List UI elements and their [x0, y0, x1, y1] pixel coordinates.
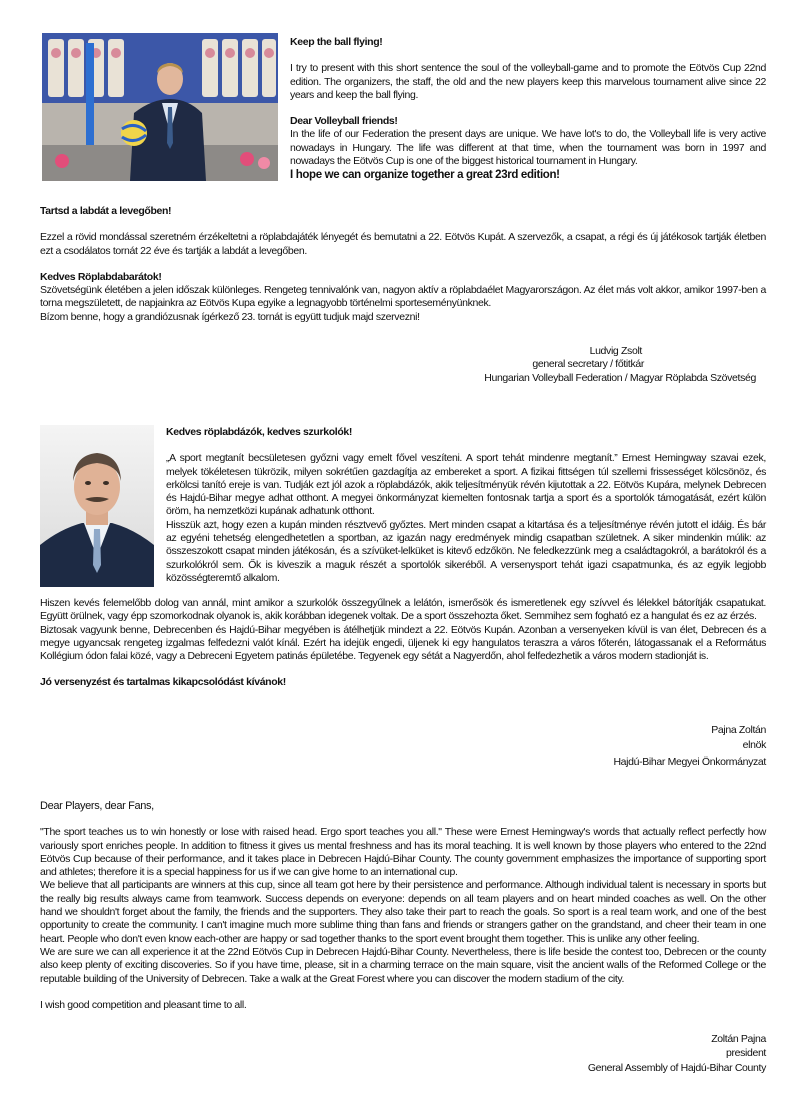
sec2-signature-org: Hajdú-Bihar Megyei Önkormányzat [613, 755, 766, 768]
sec1-en-paragraph-2: In the life of our Federation the present days are unique. We have lot's to do, the Volleyball life is very active nowadays in Hungary. The life was different at that time, when the tournament was born in 1997 and nowadays the Eötvös Cup is one of the biggest historical tournament in Hungary. [290, 128, 766, 168]
sec2-signature-title: elnök [742, 739, 766, 752]
sec1-hu-heading: Tartsd a labdát a levegőben! [40, 205, 172, 217]
sec1-en-closing: I hope we can organize together a great 23rd edition! [290, 169, 560, 182]
sec1-signature-name: Ludvig Zsolt [589, 345, 642, 357]
photo-pajna-zoltan-image [40, 425, 154, 587]
sec3-paragraph-1: "The sport teaches us to win honestly or lose with raised head. Ergo sport teaches you all." These were Ernest Hemingway's words that actually reflect perfectly how variously sport enriches people. In addition to fitness it gives us mental freshness and has its moral teaching. It is well known by those players who entered to the 22nd Eötvös Cup because of their performance, and it takes place in Debrecen Hajdú-Bihar County. The county government emphasizes the importance of supporting sport and athletes; therefore it is a special happiness for us if we can give home to an international cup. [40, 826, 766, 879]
sec3-signature [466, 1033, 766, 1075]
sec3-paragraph-2: We believe that all participants are winners at this cup, since all team got here by their persistence and performance. Although individual talent is necessary in sports but the really big results always came from teamwork. Success depends on everyone: depends on all team players and on heart minded coaches as well. On the other hand we shouldn't forget about the family, the friends and the supporters. They also take their part to reach the goals. So sport is a real team work, and one of the best opportunity to create the community. I can't imagine much more sublime thing than fans and friends or strangers gather on the grandstand, and cheer their team in one heart. People who don't even know each-other are happy or sad together thanks to the sport event brought them together. This is unlike any other feeling. [40, 879, 766, 945]
sec2-full-width-block [40, 597, 766, 690]
sec1-hu-greeting: Kedves Röplabdabarátok! [40, 270, 162, 283]
sec2-paragraph-2a: Hisszük azt, hogy ezen a kupán minden résztvevő győztes. Mert minden csapat a kitartása és a teljesítménye révén jutott el idáig. És bár az egyéni tehetség elengedhetetlen a sportban, az igazán nagy eredmények mindig csapatban születnek. A siker mindenkin múlik: az összeszokott csapat minden játékosán, és a szívüket-lelküket is kitevő edzőkön. Ne feledkezzünk meg a családtagokról, a barátokról és a szurkolókról sem. Ők is kiveszik a maguk részét a sportolók sikeréből. A versenysport tehát igazi csapatmunka, és az egyik legjobb közösségteremtő alkalom. [166, 518, 766, 584]
sec1-hu-paragraph-2: Szövetségünk életében a jelen időszak különleges. Rengeteg tennivalónk van, nagyon aktív a röplabdaélet Magyarországon. Az élet más volt akkor, amikor 1997-ben a torna megszületett, de napjainkra az Eötvös Kupa egyike a legnagyobb történelmi sporteseményünknek. [40, 284, 766, 310]
sec3-closing: I wish good competition and pleasant time to all. [40, 998, 247, 1011]
sec3-greeting: Dear Players, dear Fans, [40, 800, 154, 812]
sec1-en-greeting: Dear Volleyball friends! [290, 115, 398, 128]
sec2-closing: Jó versenyzést és tartalmas kikapcsolódást kívánok! [40, 676, 286, 689]
sec2-signature-name: Pajna Zoltán [711, 724, 766, 736]
sec1-hu-closing: Bízom benne, hogy a grandiózusnak ígérkező 23. tornát is együtt tudjuk majd szervezni! [40, 310, 420, 323]
sec1-signature-title: general secretary / főtitkár [532, 358, 644, 371]
sec3-signature-name: Zoltán Pajna [711, 1033, 766, 1045]
sec3-signature-org: General Assembly of Hajdú-Bihar County [587, 1061, 766, 1074]
sec1-hu-paragraph-1: Ezzel a rövid mondással szeretném érzékeltetni a röplabdajáték lényegét és bemutatni a 22. Eötvös Kupát. A szervezők, a csapat, a régi és új játékosok tartják életben ezt a csodálatos tornát 22 éve és tartják a labdát a levegőben. [40, 231, 766, 257]
sec3-paragraph-3: We are sure we can all experience it at the 22nd Eötvös Cup in Debrecen Hajdú-Bihar County. Nevertheless, there is life beside the contest too, Debrecen or the county also keep plenty of exciting discoveries. So if you have time, please, sit in a charming terrace on the main square, visit the ancient walls of the Reformed College or the reputable building of the University of Debrecen. Take a walk at the Great Forest where you can discover the modern stadium of the city. [40, 945, 766, 985]
sec1-english-block [290, 36, 766, 182]
photo-pajna-zoltan [40, 425, 154, 587]
sec1-hungarian-block [40, 205, 766, 324]
sec3-signature-title: president [725, 1047, 766, 1060]
sec2-beside-photo-block [166, 426, 766, 585]
sec2-greeting: Kedves röplabdázók, kedves szurkolók! [166, 426, 353, 438]
photo-ludvig-zsolt [42, 33, 278, 181]
sec2-signature [466, 724, 766, 769]
sec2-paragraph-2b: Hiszen kevés felemelőbb dolog van annál, mint amikor a szurkolók összegyűlnek a lelátón, ismerősök és ismeretlenek egy szívvel és lélekkel bátorítják csapatukat. Együtt örülnek, vagy épp szomorkodnak olyanok is, akik korábban idegenek voltak. De a sport összehozta őket. Semmihez sem fogható ez a hangulat és ez az érzés. [40, 597, 766, 623]
sec3-block [40, 800, 766, 1012]
sec2-paragraph-1: „A sport megtanít becsületesen győzni vagy emelt fővel veszíteni. A sport tehát mindenre megtanít.” Ernest Hemingway szavai ezek, melyek tökéletesen tükrözik, milyen sokrétűen gazdagítja az embereket a sport. A fizikai fittségen túl szellemi frissességet kölcsönöz, és erkölcsi tanító ereje is van. Tudják ezt jól azok a röplabdázók, akik teljesítményük révén kijutottak a 22. Eötvös Kupára, melynek Debrecen és Hajdú-Bihar megye adhat otthont. A megyei önkormányzat kiemelten fontosnak tartja a sport és a sportolók támogatását, ezért külön öröm, ha nemzetközi kupának adhatunk otthont. [166, 452, 766, 518]
sec1-signature [436, 345, 756, 385]
sec1-signature-org: Hungarian Volleyball Federation / Magyar Röplabda Szövetség [484, 371, 756, 384]
sec2-paragraph-3: Biztosak vagyunk benne, Debrecenben és Hajdú-Bihar megyében is átélhetjük mindezt a 22. Eötvös Kupán. Azonban a versenyeken kívül is van élet, Debrecen és a megye ugyancsak rengeteg izgalmas felfedezni valót kínál. Ezért ha idejük engedi, üljenek ki egy hangulatos teraszra a város főterén, látogassanak el a Református Kollégium ódon falai közé, vagy a Debreceni Egyetem patinás épületébe. Tegyenek egy sétát a Nagyerdőn, ahol felfedezhetik a város modern stadionját is. [40, 623, 766, 663]
photo-ludvig-zsolt-image [42, 33, 278, 181]
sec1-en-heading: Keep the ball flying! [290, 36, 383, 48]
sec1-en-paragraph-1: I try to present with this short sentence the soul of the volleyball-game and to promote the Eötvös Cup 22nd edition. The organizers, the staff, the old and the new players keep this marvelous tournament alive since 22 years and keep the ball flying. [290, 62, 766, 101]
